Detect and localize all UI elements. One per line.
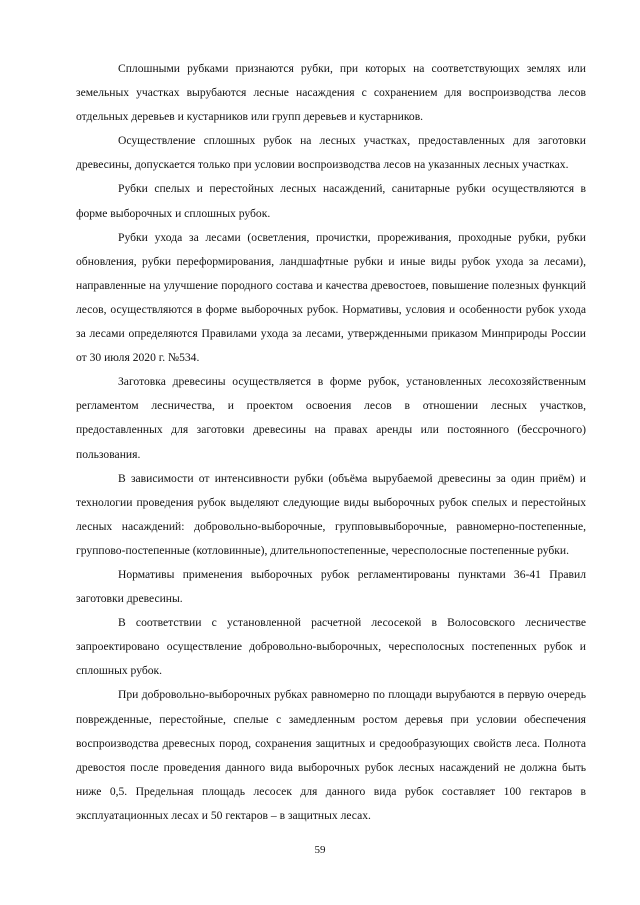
paragraph-voluntary-selective: При добровольно-выборочных рубках равномерно по площади вырубаются в первую очередь поврежденные, перестойные, спелые с замедленным ростом деревья при условии обеспечения воспроизводства древесных пород, сохранения защитных и средообразующих свойств леса. Полнота древостоя после проведения данного вида выборочных рубок лесных насаждений не должна быть ниже 0,5. Предельная площадь лесосек для данного вида рубок составляет 100 гектаров в эксплуатационных лесах и 50 гектаров – в защитных лесах.	[76, 688, 586, 822]
paragraph-care-cuttings: Рубки ухода за лесами (осветления, прочистки, прореживания, проходные рубки, рубки обновления, рубки переформирования, ландшафтные рубки и иные виды рубок ухода за лесами), направленные на улучшение породного состава и качества древостоев, повышение полезных функций лесов, осуществляются в форме выборочных рубок. Нормативы, условия и особенности рубок ухода за лесами определяются Правилами ухода за лесами, утвержденными приказом Минприроды России от 30 июля 2020 г. №534.	[76, 230, 586, 365]
paragraph-clearcut-conditions: Осуществление сплошных рубок на лесных участках, предоставленных для заготовки древесины, допускается только при условии воспроизводства лесов на указанных лесных участках.	[76, 134, 586, 172]
paragraph-volosovo: В соответствии с установленной расчетной лесосекой в Волосовского лесничестве запроектировано осуществление добровольно-выборочных, чересполосных постепенных рубок и сплошных рубок.	[76, 616, 586, 678]
paragraph-selective-types: В зависимости от интенсивности рубки (объёма вырубаемой древесины за один приём) и технологии проведения рубок выделяют следующие виды выборочных рубок спелых и перестойных лесных насаждений: добровольно-выборочные, групповывыборочные, равномерно-постепенные, группово-постепенные (котловинные), длительнопостепенные, чересполосные постепенные рубки.	[76, 471, 586, 557]
paragraph-mature-stands: Рубки спелых и перестойных лесных насаждений, санитарные рубки осуществляются в форме выборочных и сплошных рубок.	[76, 182, 586, 220]
paragraph-timber-harvesting: Заготовка древесины осуществляется в форме рубок, установленных лесохозяйственным регламентом лесничества, и проектом освоения лесов в отношении лесных участков, предоставленных для заготовки древесины на правах аренды или постоянного (бессрочного) пользования.	[76, 375, 586, 461]
paragraph-clearcut-definition: Сплошными рубками признаются рубки, при которых на соответствующих землях или земельных участках вырубаются лесные насаждения с сохранением для воспроизводства лесов отдельных деревьев и кустарников или групп деревьев и кустарников.	[76, 62, 586, 124]
paragraph-norms: Нормативы применения выборочных рубок регламентированы пунктами 36-41 Правил заготовки древесины.	[76, 567, 586, 606]
page-number: 59	[314, 844, 326, 856]
document-body	[76, 57, 586, 828]
